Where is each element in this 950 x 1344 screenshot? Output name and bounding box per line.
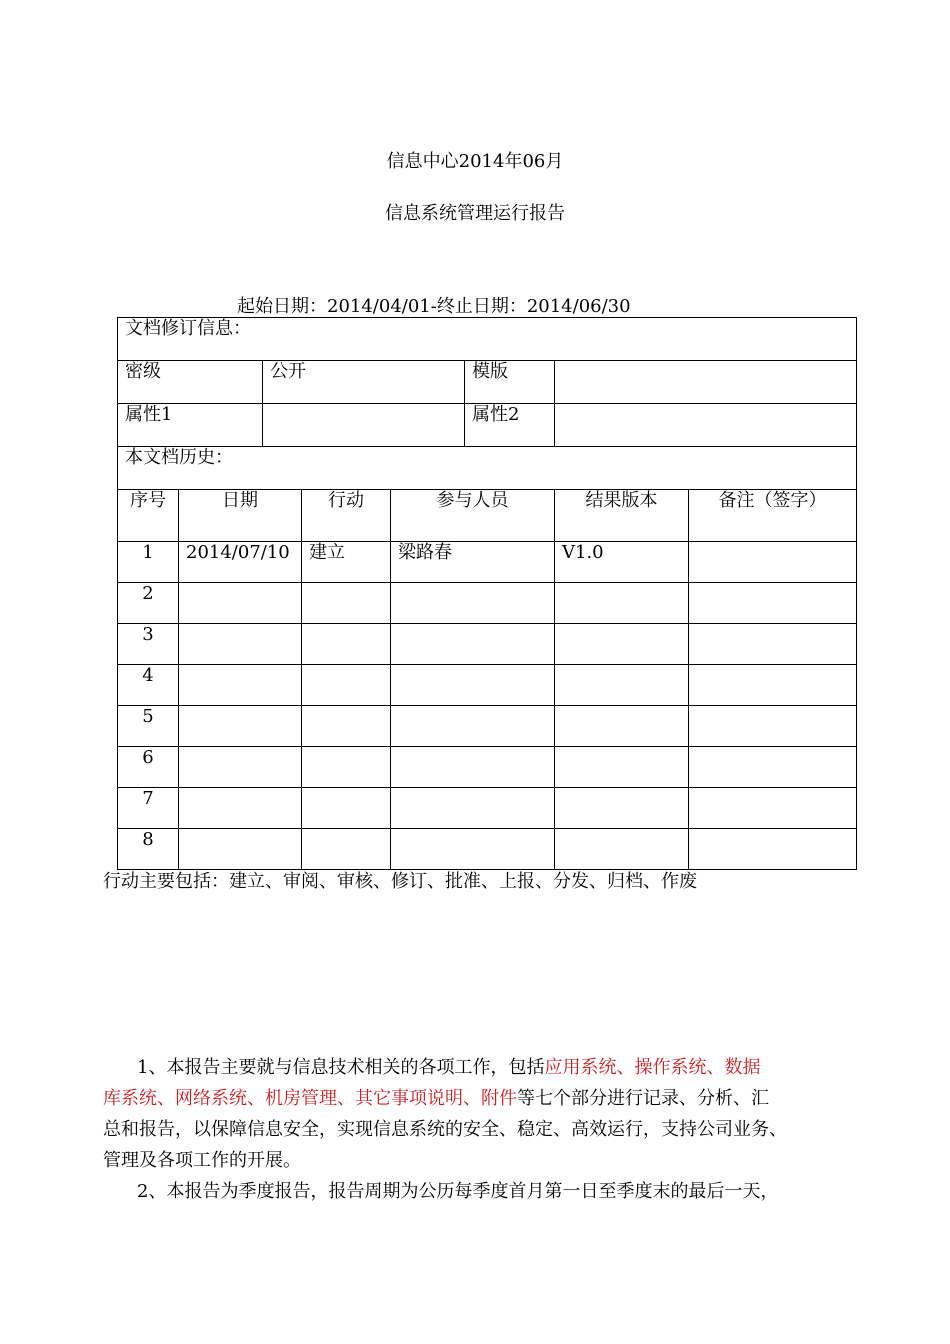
row-version	[555, 624, 689, 665]
row-date	[179, 624, 302, 665]
p1-line1-text: 1、本报告主要就与信息技术相关的各项工作，包括	[137, 1057, 545, 1078]
security-value: 公开	[263, 361, 465, 404]
col-header-remarks: 备注（签字）	[689, 490, 857, 542]
row-remarks	[689, 624, 857, 665]
table-row	[118, 788, 857, 829]
row-participants	[391, 583, 555, 624]
table-row	[118, 829, 857, 870]
row-action	[302, 706, 391, 747]
row-date	[179, 583, 302, 624]
row-remarks	[689, 747, 857, 788]
row-remarks	[689, 829, 857, 870]
row-participants	[391, 829, 555, 870]
row-seq: 6	[118, 747, 179, 788]
row-participants	[391, 706, 555, 747]
row-date: 2014/07/10	[179, 542, 302, 583]
table-row	[118, 583, 857, 624]
attr2-label: 属性2	[465, 404, 555, 447]
revision-info-title: 文档修订信息：	[118, 318, 857, 361]
row-version	[555, 583, 689, 624]
row-seq: 5	[118, 706, 179, 747]
row-version: V1.0	[555, 542, 689, 583]
col-header-participants: 参与人员	[391, 490, 555, 542]
p1-line1-highlight: 应用系统、操作系统、数据	[544, 1057, 761, 1078]
row-seq: 3	[118, 624, 179, 665]
attr1-value	[263, 404, 465, 447]
row-participants	[391, 788, 555, 829]
history-title-row	[118, 447, 857, 490]
paragraph-1-line-1	[137, 1052, 760, 1083]
attr2-value	[555, 404, 857, 447]
row-date	[179, 829, 302, 870]
row-seq: 1	[118, 542, 179, 583]
revision-info-row	[118, 318, 857, 361]
row-seq: 4	[118, 665, 179, 706]
col-header-seq: 序号	[118, 490, 179, 542]
row-participants	[391, 624, 555, 665]
table-row	[118, 542, 857, 583]
table-row	[118, 624, 857, 665]
table-row	[118, 706, 857, 747]
attr1-label: 属性1	[118, 404, 263, 447]
row-version	[555, 829, 689, 870]
row-remarks	[689, 542, 857, 583]
row-version	[555, 747, 689, 788]
report-title: 信息系统管理运行报告	[385, 203, 565, 224]
report-title-org-month: 信息中心2014年06月	[386, 151, 564, 172]
attributes-row	[118, 404, 857, 447]
row-action	[302, 624, 391, 665]
row-remarks	[689, 706, 857, 747]
table-row	[118, 665, 857, 706]
row-date	[179, 706, 302, 747]
revision-table	[117, 317, 857, 870]
row-action	[302, 747, 391, 788]
security-row	[118, 361, 857, 404]
row-date	[179, 747, 302, 788]
row-seq: 2	[118, 583, 179, 624]
paragraph-1-line-4: 管理及各项工作的开展。	[103, 1150, 301, 1171]
history-header-row	[118, 490, 857, 542]
row-remarks	[689, 665, 857, 706]
row-date	[179, 665, 302, 706]
paragraph-2-line-1: 2、本报告为季度报告，报告周期为公历每季度首月第一日至季度末的最后一天，	[137, 1181, 779, 1202]
history-title: 本文档历史：	[118, 447, 857, 490]
template-value	[555, 361, 857, 404]
row-action	[302, 583, 391, 624]
paragraph-1-line-3: 总和报告，以保障信息安全，实现信息系统的安全、稳定、高效运行，支持公司业务、	[103, 1119, 787, 1140]
paragraph-1-line-2	[103, 1083, 769, 1114]
table-row	[118, 747, 857, 788]
security-label: 密级	[118, 361, 263, 404]
col-header-action: 行动	[302, 490, 391, 542]
p1-line2-text: 等七个部分进行记录、分析、汇	[517, 1088, 769, 1109]
row-participants	[391, 747, 555, 788]
row-participants: 梁路春	[391, 542, 555, 583]
report-period: 起始日期：2014/04/01-终止日期：2014/06/30	[237, 296, 631, 317]
row-action	[302, 788, 391, 829]
template-label: 模版	[465, 361, 555, 404]
p1-line2-highlight: 库系统、网络系统、机房管理、其它事项说明、附件	[103, 1088, 517, 1109]
row-date	[179, 788, 302, 829]
row-action	[302, 829, 391, 870]
actions-note: 行动主要包括：建立、审阅、审核、修订、批准、上报、分发、归档、作废	[103, 871, 697, 892]
row-remarks	[689, 788, 857, 829]
row-version	[555, 665, 689, 706]
row-action	[302, 665, 391, 706]
col-header-date: 日期	[179, 490, 302, 542]
col-header-version: 结果版本	[555, 490, 689, 542]
row-version	[555, 788, 689, 829]
row-version	[555, 706, 689, 747]
row-participants	[391, 665, 555, 706]
row-remarks	[689, 583, 857, 624]
row-seq: 7	[118, 788, 179, 829]
row-seq: 8	[118, 829, 179, 870]
row-action: 建立	[302, 542, 391, 583]
